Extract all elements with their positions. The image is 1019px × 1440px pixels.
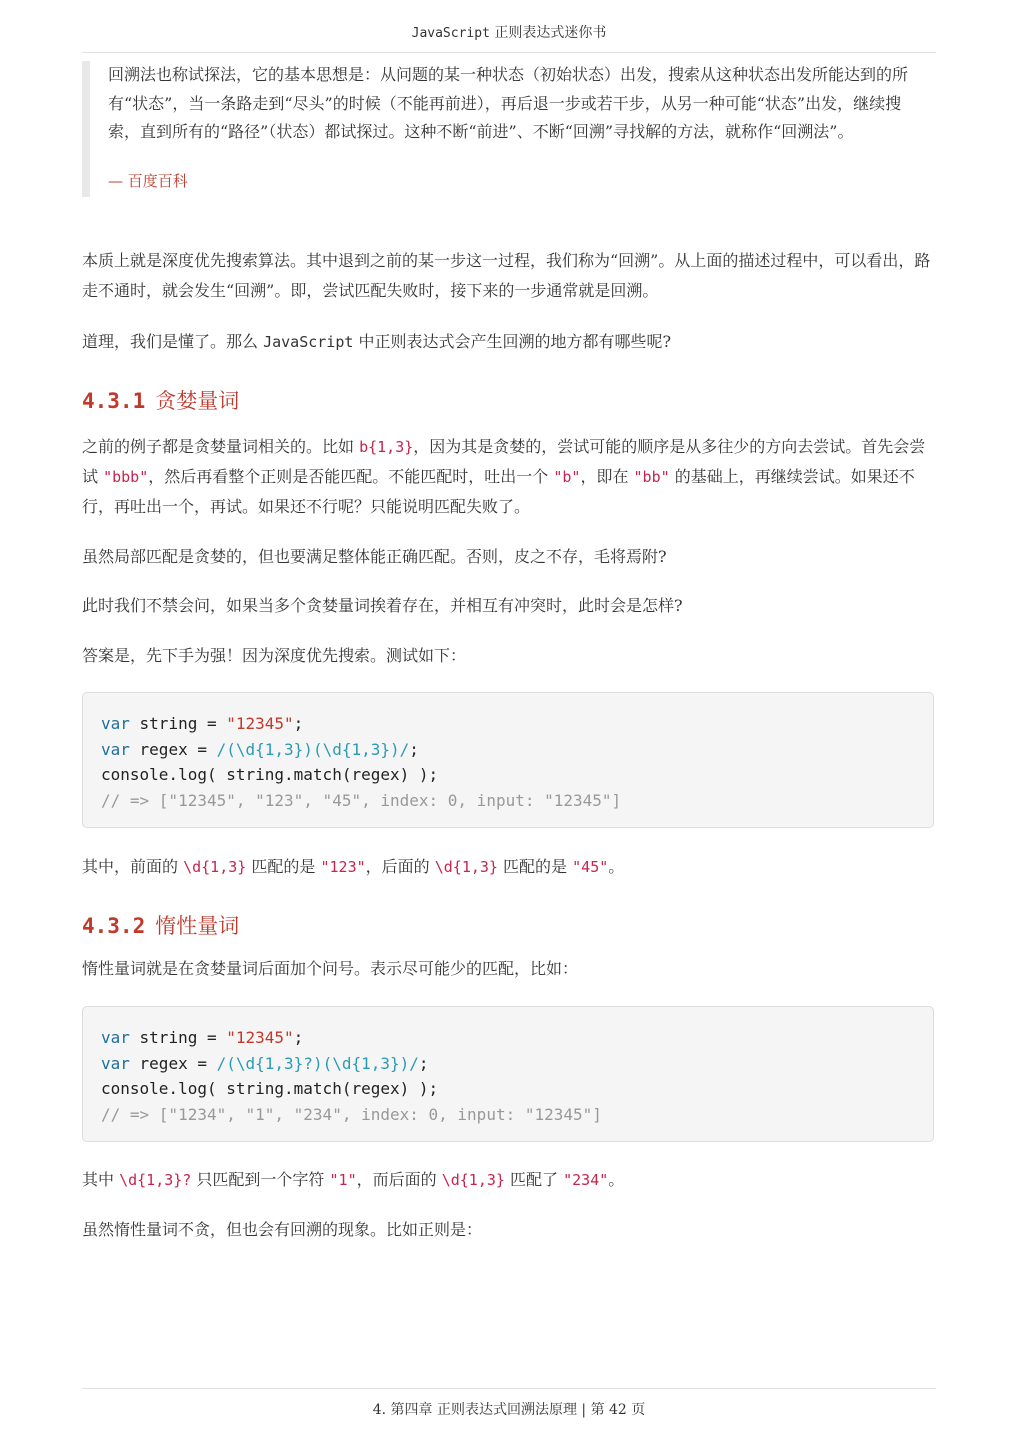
text-run: 的基础上，再继续尝试。如果还不行，再吐出一个，再试。如果还不行呢？只能说明匹配失败了。 [82,467,915,516]
paragraph-local-greedy: 虽然局部匹配是贪婪的，但也要满足整体能正确匹配。否则，皮之不存，毛将焉附? [82,547,667,566]
text-run: 只匹配到一个字符 [191,1170,330,1189]
paragraph-lazy-explanation: 惰性量词就是在贪婪量词后面加个问号。表示尽可能少的匹配，比如： [82,959,579,978]
text-run: 匹配的是 [497,857,573,876]
running-header [82,22,936,53]
paragraph-answer: 答案是，先下手为强！因为深度优先搜索。测试如下： [82,646,467,665]
code-line: var regex = /(\d{1,3})(\d{1,3})/; [101,739,419,759]
inline-code: "234" [563,1171,609,1189]
inline-code: \d{1,3} [441,1171,505,1189]
inline-code: \d{1,3} [183,858,247,876]
inline-code: \d{1,3} [434,858,498,876]
section-heading-lazy [82,910,239,940]
text-run: ，而后面的 [356,1170,442,1189]
quote-block [82,61,933,197]
text-run: 道理，我们是懂了。那么 [82,332,264,351]
section-heading-greedy [82,385,239,415]
paragraph-question [82,327,932,357]
footer-chapter: 4. 第四章 正则表达式回溯法原理 [372,1402,577,1418]
paragraph-greedy-explanation [82,432,932,522]
code-comment-line: // => ["12345", "123", "45", index: 0, input: "12345"] [101,790,622,810]
quote-text: 回溯法也称试探法，它的基本思想是：从问题的某一种状态（初始状态）出发，搜索从这种状态出发所能达到的所有“状态”，当一条路走到“尽头”的时候（不能再前进），再后退一步或若干步，从另一种可能“状态”出发，继续搜索，直到所有的“路径”（状态）都试探过。这种不断“前进”、不断“回溯”寻找解的方法，就称作“回溯法”。 [108,65,909,142]
inline-code: "bbb" [103,468,149,486]
paragraph-backtracking-intro: 本质上就是深度优先搜索算法。其中退到之前的某一步这一过程，我们称为“回溯”。从上面的描述过程中，可以看出，路走不通时，就会发生“回溯”。即，尝试匹配失败时，接下来的一步通常就是回溯。 [82,251,931,300]
section-number: 4.3.1 [82,389,146,413]
running-footer [82,1388,936,1419]
code-line: console.log( string.match(regex) ); [101,765,439,784]
inline-code: b{1,3} [359,438,414,456]
text-run: 之前的例子都是贪婪量词相关的。比如 [82,437,360,456]
inline-code: \d{1,3}? [119,1171,192,1189]
header-title-text: 正则表达式迷你书 [489,25,607,41]
paragraph-lazy-result [82,1165,932,1195]
header-title-code: JavaScript [411,26,490,41]
inline-code: "45" [572,858,609,876]
text-run: ，后面的 [365,857,435,876]
paragraph-conflict-question: 此时我们不禁会问，如果当多个贪婪量词挨着存在，并相互有冲突时，此时会是怎样? [82,596,683,615]
section-title: 惰性量词 [155,914,240,938]
paragraph-greedy-result [82,852,932,882]
text-run: 匹配的是 [246,857,321,876]
code-line: var string = "12345"; [101,1028,304,1047]
footer-separator: | [576,1402,591,1418]
text-run: ，因为其是贪婪的，尝试可能的顺序是从多往少的方向去尝试。首先会尝试 [82,437,926,486]
section-title: 贪婪量词 [155,389,240,413]
inline-code: "b" [553,468,581,486]
code-block-lazy [82,1006,934,1142]
text-run: 匹配了 [504,1170,564,1189]
inline-code: JavaScript [263,333,354,351]
text-run: 其中，前面的 [82,857,184,876]
code-line: var string = "12345"; [101,714,304,733]
quote-citation: — 百度百科 [108,171,188,190]
section-number: 4.3.2 [82,914,146,938]
inline-code: "bb" [633,468,670,486]
footer-page-number: 第 42 页 [590,1402,646,1418]
paragraph-lazy-backtrack: 虽然惰性量词不贪，但也会有回溯的现象。比如正则是： [82,1220,483,1239]
code-comment-line: // => ["1234", "1", "234", index: 0, input: "12345"] [101,1104,602,1124]
text-run: ，即在 [580,467,634,486]
text-run: 其中 [82,1170,120,1189]
text-run: 。 [608,1170,625,1189]
inline-code: "123" [320,858,366,876]
text-run: 。 [608,857,625,876]
text-run: ，然后再看整个正则是否能匹配。不能匹配时，吐出一个 [148,467,554,486]
code-block-greedy [82,692,934,828]
code-line: var regex = /(\d{1,3}?)(\d{1,3})/; [101,1053,429,1073]
code-line: console.log( string.match(regex) ); [101,1079,439,1098]
text-run: 中正则表达式会产生回溯的地方都有哪些呢? [353,332,672,351]
inline-code: "1" [329,1171,357,1189]
